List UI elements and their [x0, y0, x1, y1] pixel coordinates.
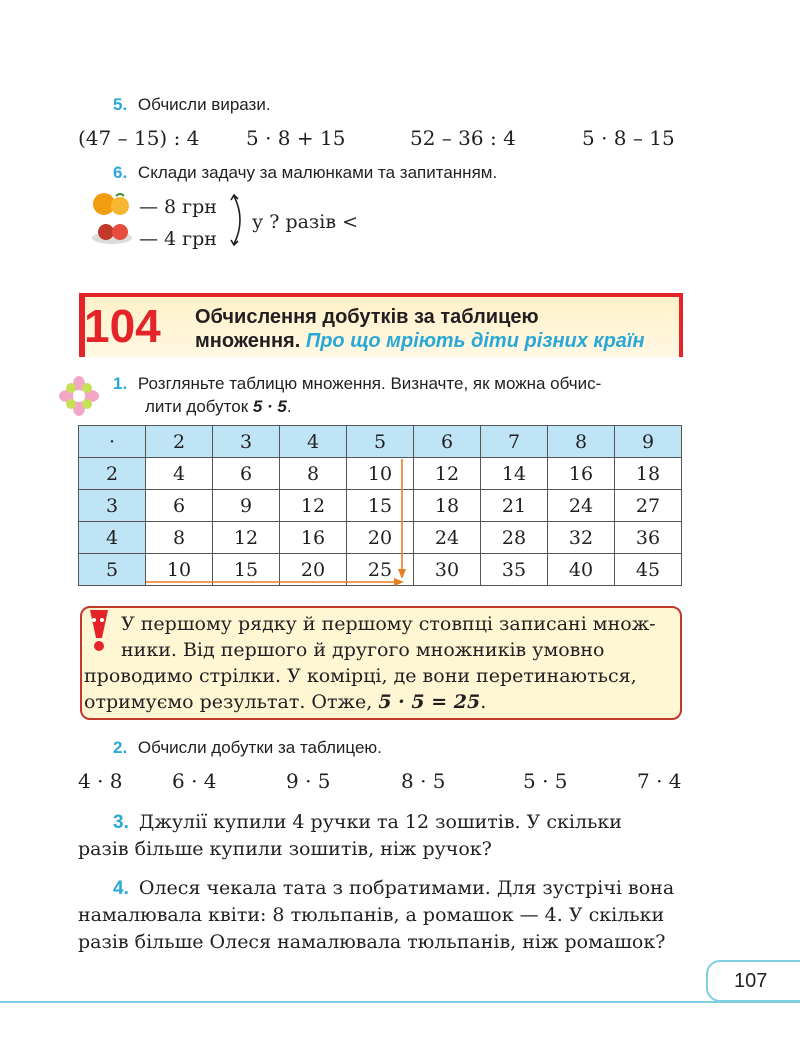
task-2	[113, 738, 382, 758]
flower-icon	[58, 375, 100, 417]
table-cell: 8	[280, 458, 347, 490]
table-cell: 24	[414, 522, 481, 554]
table-cell: 24	[548, 490, 615, 522]
table-cell: 6	[146, 490, 213, 522]
task-3-number: 3.	[113, 812, 129, 833]
table-cell: 20	[347, 522, 414, 554]
expression: (47 – 15) : 4	[78, 126, 200, 150]
expression: 7 · 4	[637, 769, 682, 793]
rule-line-2: ники. Від першого й другого множників умовно	[121, 639, 605, 661]
task-1-product: 5 · 5	[252, 397, 287, 416]
price-line-2: — 4 грн	[139, 228, 217, 250]
rule-line-4-pre: отримуємо результат. Отже,	[84, 691, 379, 713]
task-1-line-1	[113, 374, 601, 394]
header-cell: 2	[146, 426, 213, 458]
task-6-question: у ? разів <	[252, 211, 359, 233]
table-cell: 16	[548, 458, 615, 490]
header-cell: 9	[615, 426, 682, 458]
footer-line	[0, 1001, 800, 1003]
apple-icon	[98, 224, 114, 240]
expression: 4 · 8	[78, 769, 123, 793]
table-cell: 20	[280, 554, 347, 586]
task-1-text: Розгляньте таблицю множення. Визначте, як можна обчис-	[137, 374, 602, 393]
table-cell: 32	[548, 522, 615, 554]
table-cell: 12	[280, 490, 347, 522]
expression: 52 – 36 : 4	[410, 126, 516, 150]
table-cell: 15	[347, 490, 414, 522]
header-cell: 4	[280, 426, 347, 458]
header-cell: 7	[481, 426, 548, 458]
expression: 5 · 5	[523, 769, 568, 793]
table-cell: 6	[213, 458, 280, 490]
row-label: 2	[79, 458, 146, 490]
task-4-line-2: намалювала квіти: 8 тюльпанів, а ромашок — 4. У скільки	[78, 904, 665, 926]
table-cell: 8	[146, 522, 213, 554]
table-cell: 18	[615, 458, 682, 490]
task-5-number: 5.	[113, 95, 128, 114]
fruit-illustration	[90, 190, 138, 250]
task-4-number: 4.	[113, 878, 129, 899]
lesson-title-line-2	[195, 329, 645, 353]
table-cell: 4	[146, 458, 213, 490]
table-corner: ·	[79, 426, 146, 458]
rule-result: 5 · 5 = 25	[378, 691, 481, 713]
table-cell: 14	[481, 458, 548, 490]
rule-line-3: проводимо стрілки. У комірці, де вони перетинаються,	[84, 665, 637, 687]
header-cell: 3	[213, 426, 280, 458]
expression: 5 · 8 – 15	[582, 126, 675, 150]
table-cell: 25	[347, 554, 414, 586]
table-cell: 45	[615, 554, 682, 586]
price-line-1: — 8 грн	[139, 196, 217, 218]
table-cell: 27	[615, 490, 682, 522]
task-5	[113, 95, 271, 115]
table-header-row	[79, 426, 682, 458]
task-1-line-2	[145, 397, 292, 417]
table-cell: 16	[280, 522, 347, 554]
task-3-line-2: разів більше купили зошитів, ніж ручок?	[78, 838, 492, 860]
task-1-text-post: .	[286, 397, 292, 416]
table-cell: 35	[481, 554, 548, 586]
rule-line-4	[84, 688, 486, 717]
exclamation-icon	[86, 608, 112, 654]
header-cell: 5	[347, 426, 414, 458]
table-cell: 18	[414, 490, 481, 522]
table-cell: 15	[213, 554, 280, 586]
task-6-number: 6.	[113, 163, 128, 182]
page-number: 107	[734, 970, 768, 992]
task-6	[113, 163, 497, 183]
task-1-number: 1.	[113, 374, 128, 393]
curved-arrow-icon	[228, 192, 248, 248]
table-cell: 9	[213, 490, 280, 522]
table-cell: 28	[481, 522, 548, 554]
table-arrows	[140, 455, 415, 590]
rule-line-1: У першому рядку й першому стовпці записані множ-	[121, 613, 656, 635]
rule-line-4-post: .	[480, 691, 487, 713]
expression: 6 · 4	[172, 769, 217, 793]
table-cell: 30	[414, 554, 481, 586]
row-label: 3	[79, 490, 146, 522]
task-4-line-3: разів більше Олеся намалювала тюльпанів, ніж ромашок?	[78, 931, 666, 953]
page-number-box	[706, 960, 800, 1002]
table-cell: 12	[213, 522, 280, 554]
expression: 5 · 8 + 15	[246, 126, 346, 150]
row-label: 5	[79, 554, 146, 586]
lesson-title-bold: множення.	[195, 330, 301, 352]
lesson-number: 104	[84, 300, 161, 352]
table-cell: 21	[481, 490, 548, 522]
task-5-text: Обчисли вирази.	[137, 95, 271, 114]
task-3-line-1	[113, 808, 622, 837]
expression: 8 · 5	[401, 769, 446, 793]
expression: 9 · 5	[286, 769, 331, 793]
task-4-text: Олеся чекала тата з побратимами. Для зустрічі вона	[138, 877, 675, 899]
task-3-text: Джулії купили 4 ручки та 12 зошитів. У скільки	[138, 811, 622, 833]
task-6-text: Склади задачу за малюнками та запитанням.	[137, 163, 498, 182]
table-cell: 12	[414, 458, 481, 490]
row-label: 4	[79, 522, 146, 554]
task-2-text: Обчисли добутки за таблицею.	[137, 738, 382, 757]
task-1-text-pre: лити добуток	[145, 397, 253, 416]
arrow-head-right-icon	[394, 578, 404, 586]
table-cell: 10	[347, 458, 414, 490]
table-cell: 40	[548, 554, 615, 586]
header-cell: 6	[414, 426, 481, 458]
arrow-head-down-icon	[398, 569, 406, 579]
task-2-number: 2.	[113, 738, 128, 757]
tangerine-icon	[111, 197, 129, 215]
apple-icon	[112, 224, 128, 240]
lesson-subtitle: Про що мріють діти різних країн	[305, 330, 645, 352]
table-cell: 36	[615, 522, 682, 554]
lesson-title-line-1: Обчислення добутків за таблицею	[195, 306, 539, 328]
task-4-line-1	[113, 874, 674, 903]
table-cell: 10	[146, 554, 213, 586]
header-cell: 8	[548, 426, 615, 458]
